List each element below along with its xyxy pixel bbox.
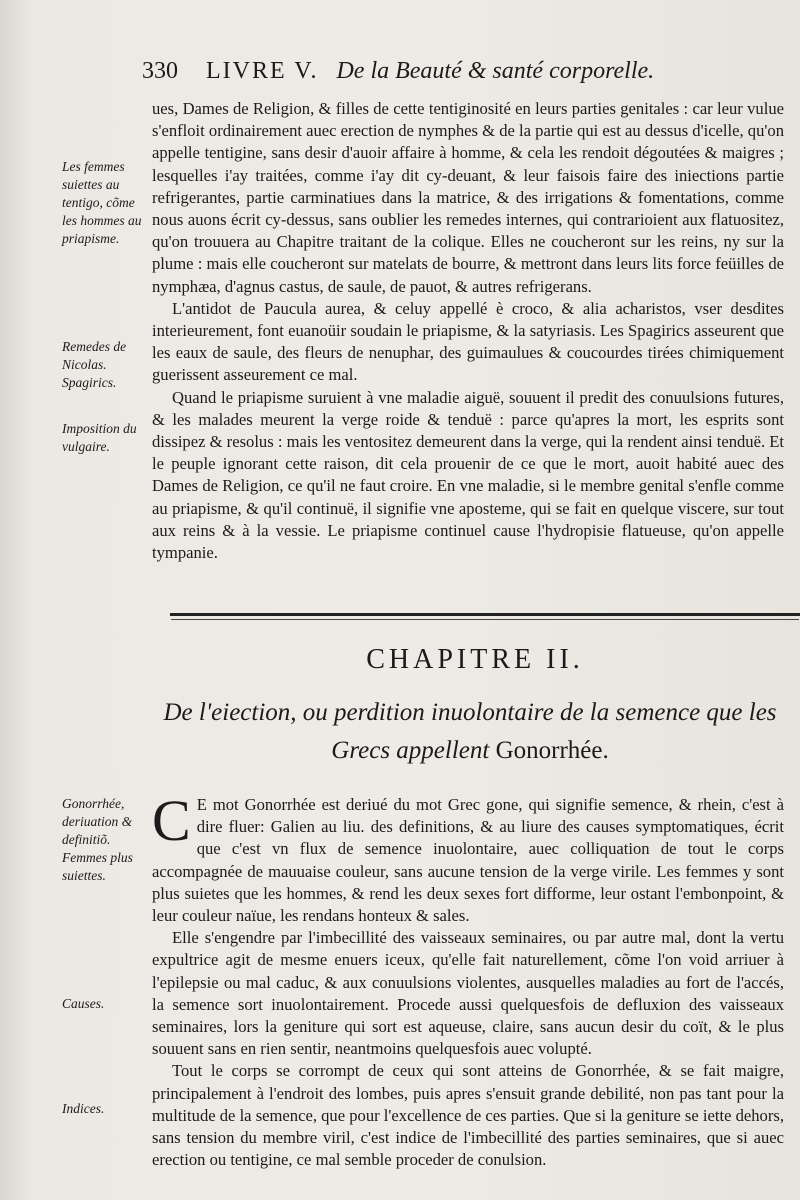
margin-note-femmes: Les femmes suiettes au tentigo, cõme les hommes au priapisme.	[62, 159, 142, 246]
chapter-heading: CHAPITRE II.	[366, 644, 584, 675]
running-header	[142, 58, 792, 85]
drop-cap: C	[152, 788, 191, 853]
paragraph: Quand le priapisme suruient à vne maladie aiguë, souuent il predit des conuulsions futures, & les malades meurent la verge roide & tenduë : parce qu'apres la mort, les esprits sont dissipez & resolus : mais les ventositez demeurent dans la verge, qui la rendent ainsi tenduë. Et le peuple ignorant cette raison, dit cela prouenir de ce que le mort, auoit habité auec des Dames de Religion, ce qu'il ne faut croire. En vne maladie, si le membre genital s'enfle comme au priapisme, & qu'il continuë, il signifie vne aposteme, qui se fait en quelque viscere, sur tout aux reins & à la vessie. Le priapisme continuel cause l'hydropisie flatueuse, qu'on appelle tympanie.	[152, 387, 784, 563]
paragraph: Tout le corps se corrompt de ceux qui sont atteins de Gonorrhée, & se fait maigre, principalement à l'endroit des lombes, puis apres s'ensuit grande debilité, non pas tant pour la multitude de la semence, que pour l'excellence de ces parties. Que si la geniture se iette dehors, sans tension du membre viril, c'est indice de l'imbecillité des parties seminaires, que si auec erection ou tentigine, ce mal semble proceder de conulsion.	[152, 1061, 784, 1170]
section-rule	[170, 613, 800, 616]
chapter-title	[150, 694, 790, 770]
body-text-chapter	[152, 788, 784, 1171]
margin-note-gonorrhee: Gonorrhée, deriuation & definitiõ. Femmes plus suiettes.	[62, 796, 133, 883]
chapter-title-italic: De l'eiection, ou perdition inuolontaire de la semence que les Grecs appellent	[163, 699, 777, 764]
margin-note-causes: Causes.	[62, 996, 105, 1011]
margin-note-remedes: Remedes de Nicolas. Spagirics.	[62, 339, 127, 390]
book-label: LIVRE V.	[206, 58, 319, 84]
page-number: 330	[142, 58, 178, 84]
body-text-top	[152, 98, 784, 564]
paragraph: ues, Dames de Religion, & filles de cette tentiginosité en leurs parties genitales : car leur vulue s'enfloit ordinairement auec erection de nymphes & de la partie qui est au dessus d'icelle, qu'on appelle tentigine, sans desir d'auoir affaire à homme, & cela les rendoit dégoutées & maigres ; lesquelles i'ay traitées, comme i'ay dit cy-deuant, & leur faisois faire des iniections partie refrigerantes, partie carminatiues dans la matrice, & des irrigations & fomentations, comme nous auons écrit cy-dessus, sans oublier les remedes internes, qui contrarioient aux flatuositez, qu'on trouuera au Chapitre traitant de la colique. Elles ne coucheront sur les reins, ny sur la plume : mais elle coucheront sur matelats de bourre, & mettront dans leurs lits force feüilles de nymphæa, d'agnus castus, de saule, de pauot, & autres refrigerans.	[152, 99, 784, 296]
margin-note-imposition: Imposition du vulgaire.	[62, 421, 137, 454]
paragraph: L'antidot de Paucula aurea, & celuy appellé è croco, & alia acharistos, vser desdites interieurement, font euanoüir soudain le priapisme, & la satyriasis. Les Spagirics asseurent que les eaux de saule, des fleurs de nenuphar, des guimaulues & coucourdes tirées chimiquement guerissent asseurement ce mal.	[152, 298, 784, 385]
paragraph: Elle s'engendre par l'imbecillité des vaisseaux seminaires, ou par autre mal, dont la vertu expultrice agit de mesme enuers iceux, qu'elle fait naturellement, cõme l'on void arriuer à l'epilepsie ou mal caduc, & aux conuulsions violentes, ausquelles maladies au fort de l'accés, la semence sort inuolontairement. Procede aussi quelquesfois de defluxion des vaisseaux seminaires, lors la geniture qui sort est aqueuse, claire, sans aucun desir du coït, & le plus souuent sans en rien sentir, neantmoins quelquesfois auec volupté.	[152, 928, 784, 1059]
margin-note-indices: Indices.	[62, 1101, 105, 1116]
paragraph-first-text: E mot Gonorrhée est deriué du mot Grec gone, qui signifie semence, & rhein, c'est à dire fluer: Galien au liu. des definitions, & au liure des causes symptomatiques, écrit que c'est vn flux de semence inuolontaire, auec colliquation de tout le corps accompagnée de mauuaise couleur, sans aucune tension de la verge virile. Les femmes y sont plus suietes que les hommes, & rend les deux sexes fort difforme, leur ostant l'embonpoint, & leur couleur naïue, les rendans honteux & sales.	[152, 795, 784, 926]
chapter-title-roman: Gonorrhée.	[495, 737, 609, 764]
paragraph-first	[152, 788, 784, 927]
header-subject: De la Beauté & santé corporelle.	[336, 58, 655, 84]
